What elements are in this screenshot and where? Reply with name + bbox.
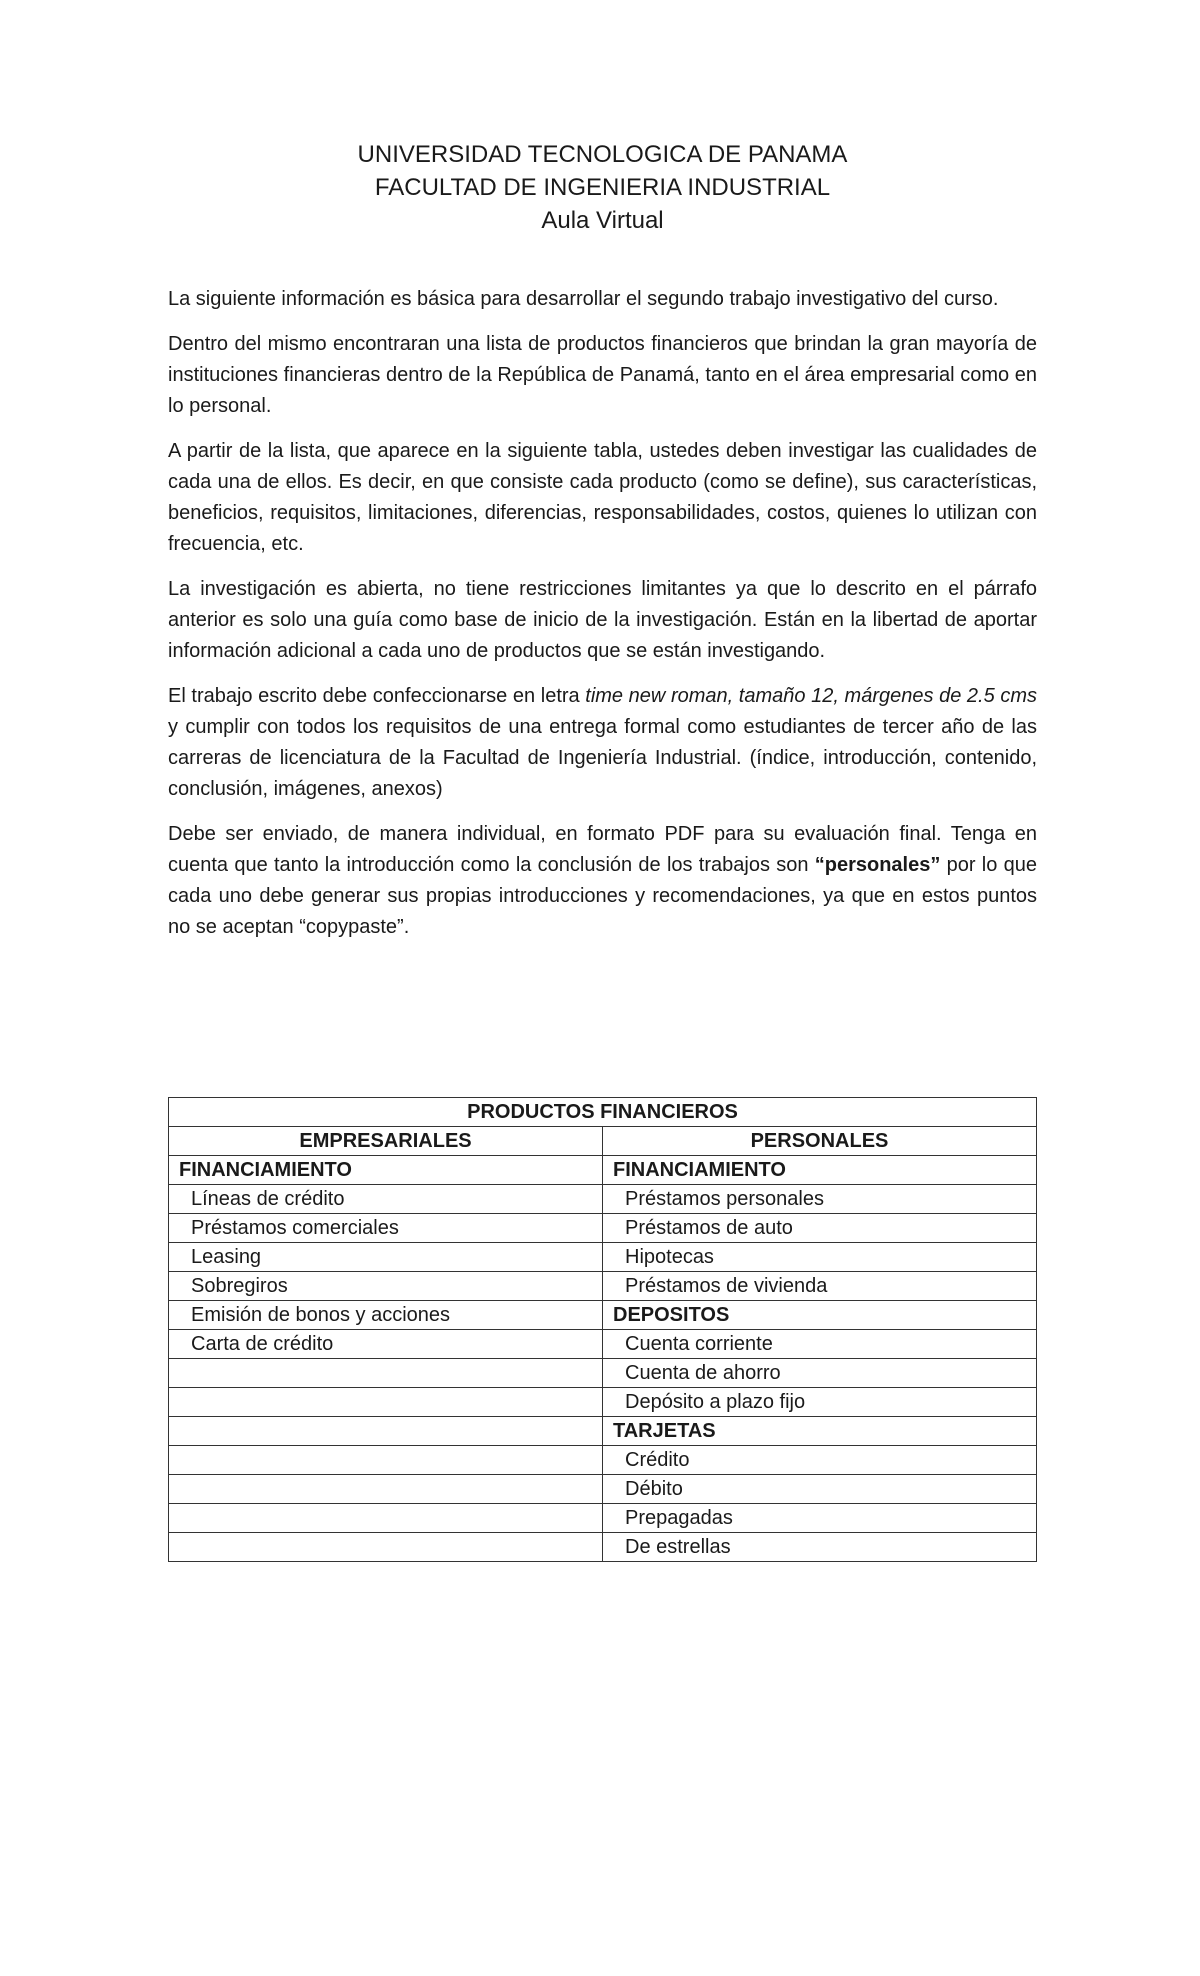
table-row [169,1475,1037,1504]
format-spec-italic: time new roman, tamaño 12, márgenes de 2.5 cms [585,685,1038,707]
personal-product-cell: TARJETAS [603,1417,1037,1446]
personal-product-cell: Crédito [603,1446,1037,1475]
personal-product-cell: Préstamos personales [603,1185,1037,1214]
table-title: PRODUCTOS FINANCIEROS [169,1098,1037,1127]
business-product-cell [169,1533,603,1562]
personal-product-cell: Cuenta de ahorro [603,1359,1037,1388]
column-header-personal: PERSONALES [603,1127,1037,1156]
document-header [168,138,1037,237]
business-product-cell: FINANCIAMIENTO [169,1156,603,1185]
business-product-cell: Préstamos comerciales [169,1214,603,1243]
business-product-cell: Emisión de bonos y acciones [169,1301,603,1330]
column-header-business: EMPRESARIALES [169,1127,603,1156]
business-product-cell [169,1446,603,1475]
table-row [169,1504,1037,1533]
university-title: UNIVERSIDAD TECNOLOGICA DE PANAMA [357,141,848,168]
personales-bold: “personales” [814,854,941,876]
table-row [169,1214,1037,1243]
submission-text-start: Debe ser enviado, de manera individual, en formato PDF para su evaluación final. Tenga en cuenta que tanto la introducción como la conclusión de los trabajos son [168,823,1037,876]
table-row [169,1388,1037,1417]
table-row [169,1272,1037,1301]
personal-product-cell: Prepagadas [603,1504,1037,1533]
format-text-end: y cumplir con todos los requisitos de una entrega formal como estudiantes de tercer año de las carreras de licenciatura de la Facultad de Ingeniería Industrial. (índice, introducción, contenido, conclusión, imágenes, anexos) [168,716,1037,800]
personal-product-cell: DEPOSITOS [603,1301,1037,1330]
document-page [168,138,1037,957]
paragraph-format [168,681,1037,805]
table-row [169,1301,1037,1330]
paragraph-intro: La siguiente información es básica para desarrollar el segundo trabajo investigativo del curso. [168,288,999,310]
table-body [169,1156,1037,1562]
table-row [169,1359,1037,1388]
table-row [169,1533,1037,1562]
business-product-cell [169,1417,603,1446]
business-product-cell [169,1504,603,1533]
paragraph-instructions: A partir de la lista, que aparece en la siguiente tabla, ustedes deben investigar las cualidades de cada una de ellos. Es decir, en que consiste cada producto (como se define), sus características, beneficios, requisitos, limitaciones, diferencias, responsabilidades, costos, quienes lo utilizan con frecuencia, etc. [168,440,1037,555]
financial-products-table [168,1097,1037,1562]
personal-product-cell: FINANCIAMIENTO [603,1156,1037,1185]
business-product-cell: Carta de crédito [169,1330,603,1359]
table-row [169,1417,1037,1446]
table-row [169,1330,1037,1359]
business-product-cell: Líneas de crédito [169,1185,603,1214]
personal-product-cell: Préstamos de vivienda [603,1272,1037,1301]
submission-text-end: por lo que cada uno debe generar sus propias introducciones y recomendaciones, ya que en estos puntos no se aceptan “copypaste”. [168,854,1037,938]
personal-product-cell: De estrellas [603,1533,1037,1562]
personal-product-cell: Cuenta corriente [603,1330,1037,1359]
personal-product-cell: Débito [603,1475,1037,1504]
business-product-cell: Leasing [169,1243,603,1272]
paragraph-open-research: La investigación es abierta, no tiene restricciones limitantes ya que lo descrito en el párrafo anterior es solo una guía como base de inicio de la investigación. Están en la libertad de aportar información adicional a cada uno de productos que se están investigando. [168,578,1037,662]
virtual-classroom-title: Aula Virtual [541,207,664,234]
personal-product-cell: Depósito a plazo fijo [603,1388,1037,1417]
paragraph-submission [168,819,1037,943]
table-row [169,1156,1037,1185]
personal-product-cell: Préstamos de auto [603,1214,1037,1243]
document-body [168,284,1037,943]
paragraph-product-list: Dentro del mismo encontraran una lista de productos financieros que brindan la gran mayoría de instituciones financieras dentro de la República de Panamá, tanto en el área empresarial como en lo personal. [168,333,1037,417]
personal-product-cell: Hipotecas [603,1243,1037,1272]
business-product-cell [169,1388,603,1417]
business-product-cell [169,1475,603,1504]
faculty-title: FACULTAD DE INGENIERIA INDUSTRIAL [374,174,831,201]
table-row [169,1446,1037,1475]
format-text-start: El trabajo escrito debe confeccionarse en letra [168,685,586,707]
business-product-cell: Sobregiros [169,1272,603,1301]
business-product-cell [169,1359,603,1388]
table-row [169,1243,1037,1272]
table-row [169,1185,1037,1214]
